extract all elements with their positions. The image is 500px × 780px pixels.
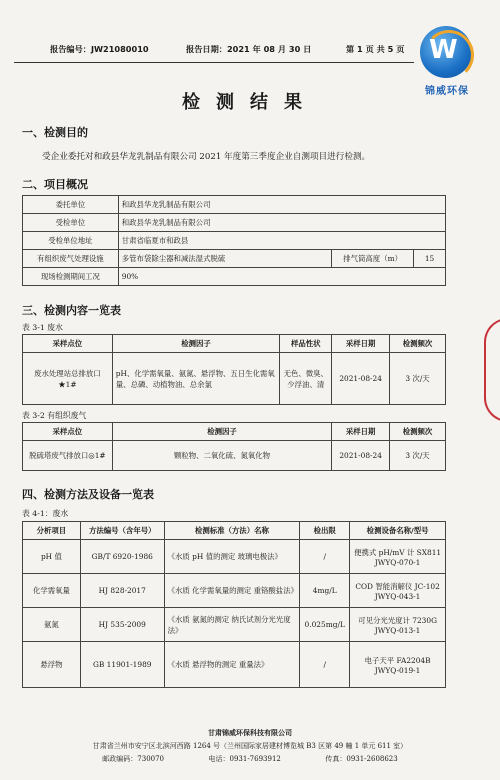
table-header-row	[23, 335, 446, 353]
logo-text: 锦威环保	[425, 86, 469, 97]
column-header: 检测频次	[390, 423, 446, 441]
method-name: 《水质 氨氮的测定 纳氏试剂分光光度法》	[164, 608, 300, 642]
table-row	[23, 540, 446, 574]
method-name: 《水质 pH 值的测定 玻璃电极法》	[164, 540, 300, 574]
overview-label: 受检单位	[23, 214, 119, 232]
table-row	[23, 608, 446, 642]
method-code: GB 11901-1989	[80, 642, 164, 688]
column-header: 检测因子	[112, 423, 331, 441]
detection-limit: /	[300, 540, 350, 574]
method-code: HJ 535-2009	[80, 608, 164, 642]
table-row	[23, 250, 446, 268]
detection-limit: 0.025mg/L	[300, 608, 350, 642]
method-equipment-table	[22, 521, 446, 688]
method-name: 《水质 悬浮物的测定 重量法》	[164, 642, 300, 688]
detection-limit: 4mg/L	[300, 574, 350, 608]
stack-height-value: 15	[414, 250, 446, 268]
overview-label: 现场检测期间工况	[23, 268, 119, 286]
equipment: 电子天平 FA2204B JWYQ-019-1	[350, 642, 446, 688]
footer-address: 甘肃省兰州市安宁区北滨河西路 1264 号（兰州国际家居建材博览城 B3 区第 49 幢 1 单元 611 室）	[92, 742, 408, 750]
report-date: 报告日期：2021 年 08 月 30 日	[186, 44, 312, 54]
analysis-item: 化学需氧量	[23, 574, 81, 608]
column-header: 分析项目	[23, 522, 81, 540]
equipment: 可见分光光度计 7230G JWYQ-013-1	[350, 608, 446, 642]
overview-label: 有组织废气处理设施	[23, 250, 119, 268]
detection-limit: /	[300, 642, 350, 688]
column-header: 方法编号（含年号）	[80, 522, 164, 540]
report-number: 报告编号：JW21080010	[50, 44, 149, 54]
table-header-row	[23, 522, 446, 540]
test-frequency: 3 次/天	[390, 353, 446, 405]
sampling-point: 废水处理站总排放口★1#	[23, 353, 113, 405]
table-row	[23, 642, 446, 688]
seal-stamp	[484, 318, 500, 422]
section-content-heading: 三、检测内容一览表	[22, 304, 121, 317]
gas-content-table	[22, 422, 446, 471]
table-caption: 表 4-1：废水	[22, 509, 69, 518]
method-code: GB/T 6920-1986	[80, 540, 164, 574]
column-header: 检测设备名称/型号	[350, 522, 446, 540]
column-header: 检出限	[300, 522, 350, 540]
column-header: 采样点位	[23, 423, 113, 441]
column-header: 检测频次	[390, 335, 446, 353]
table-row	[23, 232, 446, 250]
table-row	[23, 441, 446, 471]
column-header: 检测标准（方法）名称	[164, 522, 300, 540]
overview-value: 甘肃省临夏市和政县	[118, 232, 445, 250]
page-title: 检测结果	[182, 92, 318, 113]
column-header: 采样日期	[332, 335, 390, 353]
stack-height-label: 排气筒高度（m）	[332, 250, 414, 268]
table-row	[23, 353, 446, 405]
overview-value: 多管布袋除尘器和减法湿式脱硫	[118, 250, 331, 268]
table-caption: 表 3-2 有组织废气	[22, 411, 87, 420]
sample-nature: 无色、微臭、少浮油、清	[280, 353, 332, 405]
test-factors: 颗粒物、二氧化硫、氮氧化物	[112, 441, 331, 471]
section-overview-heading: 二、项目概况	[22, 178, 88, 191]
footer-contact: 邮政编码：730070 电话：0931-7693912 传真：0931-2608623	[102, 755, 398, 763]
table-row	[23, 268, 446, 286]
section-method-heading: 四、检测方法及设备一览表	[22, 488, 154, 501]
logo-letter: W	[429, 35, 458, 65]
overview-value: 90%	[118, 268, 445, 286]
equipment: COD 智能消解仪 JC-102 JWYQ-043-1	[350, 574, 446, 608]
table-row	[23, 196, 446, 214]
test-frequency: 3 次/天	[390, 441, 446, 471]
footer-company: 甘肃锦威环保科技有限公司	[208, 728, 292, 737]
method-name: 《水质 化学需氧量的测定 重铬酸盐法》	[164, 574, 300, 608]
sampling-point: 脱硫塔废气排放口◎1#	[23, 441, 113, 471]
overview-table	[22, 195, 446, 286]
header-divider	[14, 62, 414, 63]
table-row	[23, 214, 446, 232]
column-header: 检测因子	[112, 335, 280, 353]
method-code: HJ 828-2017	[80, 574, 164, 608]
column-header: 样品性状	[280, 335, 332, 353]
overview-value: 和政县华龙乳制品有限公司	[118, 196, 445, 214]
column-header: 采样日期	[332, 423, 390, 441]
overview-value: 和政县华龙乳制品有限公司	[118, 214, 445, 232]
equipment: 便携式 pH/mV 计 SX811 JWYQ-070-1	[350, 540, 446, 574]
page-indicator: 第 1 页 共 5 页	[346, 44, 405, 54]
sampling-date: 2021-08-24	[332, 441, 390, 471]
table-header-row	[23, 423, 446, 441]
sampling-date: 2021-08-24	[332, 353, 390, 405]
overview-label: 受检单位地址	[23, 232, 119, 250]
table-caption: 表 3-1 废水	[22, 323, 63, 332]
table-row	[23, 574, 446, 608]
wastewater-content-table	[22, 334, 446, 405]
analysis-item: pH 值	[23, 540, 81, 574]
analysis-item: 氨氮	[23, 608, 81, 642]
column-header: 采样点位	[23, 335, 113, 353]
test-factors: pH、化学需氧量、氨氮、悬浮物、五日生化需氧量、总磷、动植物油、总余氯	[112, 353, 280, 405]
section-purpose-heading: 一、检测目的	[22, 126, 88, 139]
analysis-item: 悬浮物	[23, 642, 81, 688]
purpose-text: 受企业委托对和政县华龙乳制品有限公司 2021 年度第三季度企业自测项目进行检测。	[42, 152, 371, 162]
overview-label: 委托单位	[23, 196, 119, 214]
